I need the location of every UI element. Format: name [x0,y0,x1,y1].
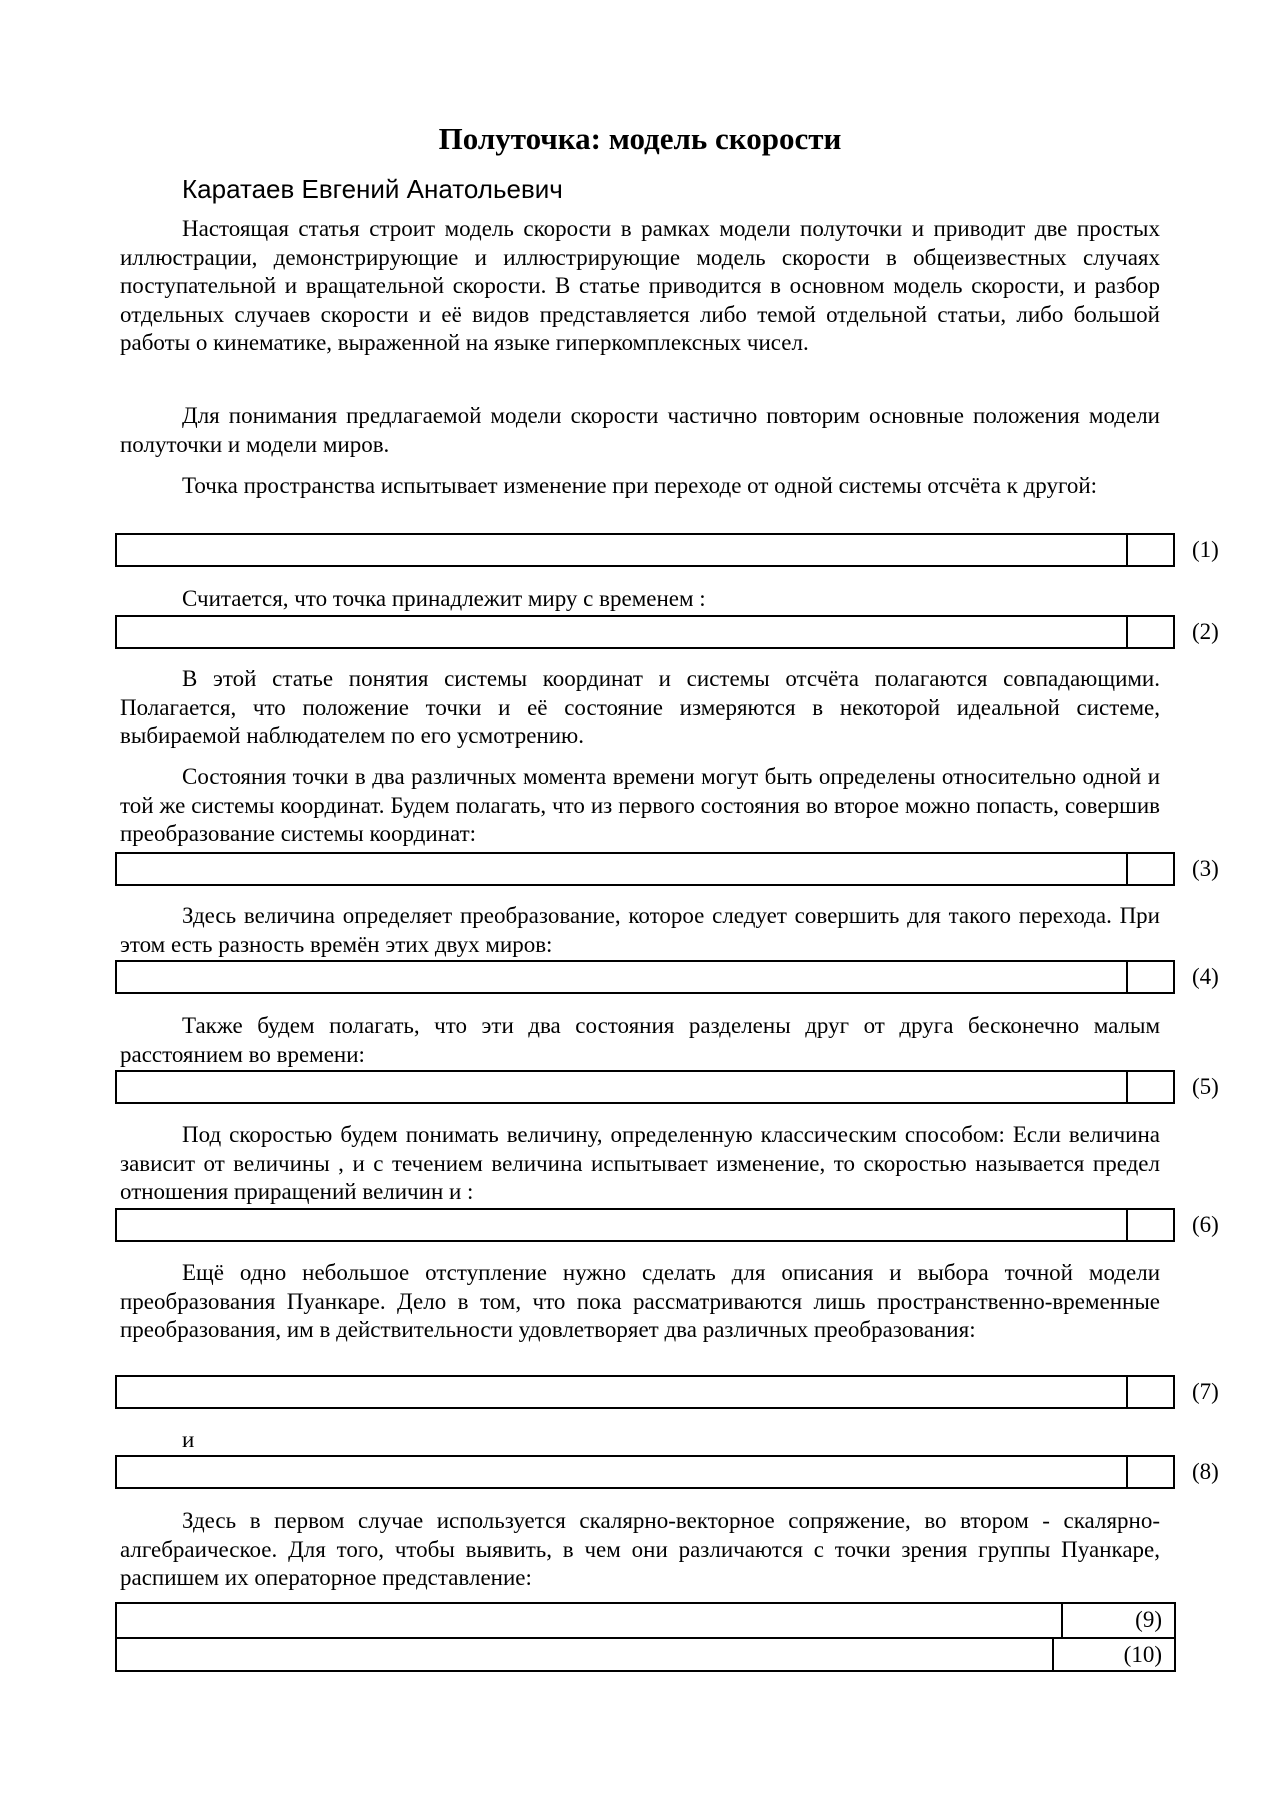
equation-number: (3) [1192,856,1219,881]
paragraph-conjugation: Здесь в первом случае используется скалярно-векторное сопряжение, во втором - скалярно-алгебраическое. Для того, чтобы выявить, в чем они различаются с точки зрения группы Пуанкаре, распишем их операторное представление: [120,1508,1160,1590]
paragraph-world-time: Считается, что точка принадлежит миру с временем : [182,586,706,611]
equation-number: (9) [1061,1604,1174,1637]
equation-number: (8) [1192,1459,1219,1484]
paragraph-coordinate-systems: В этой статье понятия системы координат и системы отсчёта полагаются совпадающими. Полагается, что положение точки и её состояние измеряются в некоторой идеальной системе, выбираемой наблюдателем по его усмотрению. [120,666,1160,748]
page-title: Полуточка: модель скорости [438,121,842,156]
equation-number: (5) [1192,1074,1219,1099]
equation-5 [115,1070,1225,1106]
equation-table-9-10 [115,1602,1176,1672]
paragraph-infinitesimal: Также будем полагать, что эти два состояния разделены друг от друга бесконечно малым расстоянием во времени: [120,1013,1160,1067]
equation-box [115,615,1175,649]
equation-number: (6) [1192,1212,1219,1237]
equation-box [115,1070,1175,1104]
equation-box [115,852,1175,886]
author-name: Каратаев Евгений Анатольевич [182,174,563,204]
equation-box [115,533,1175,567]
equation-4 [115,960,1225,996]
paragraph-intro: Для понимания предлагаемой модели скорости частично повторим основные положения модели полуточки и модели миров. [120,403,1160,457]
equation-3 [115,852,1225,888]
paragraph-states: Состояния точки в два различных момента времени могут быть определены относительно одной и той же системы координат. Будем полагать, что из первого состояния во второе можно попасть, совершив преобразование системы координат: [120,764,1160,846]
equation-2 [115,615,1225,651]
equation-7 [115,1375,1225,1411]
equation-10 [117,1637,1174,1670]
equation-number: (4) [1192,964,1219,989]
conjunction-text: и [182,1427,195,1452]
equation-9 [117,1604,1174,1637]
equation-number: (10) [1052,1639,1174,1670]
equation-number: (1) [1192,537,1219,562]
paragraph-velocity-definition: Под скоростью будем понимать величину, определенную классическим способом: Если величина зависит от величины , и с течением величина испытывает изменение, то скоростью называется предел отношения приращений величин и : [120,1122,1160,1204]
paragraph-point-change: Точка пространства испытывает изменение при переходе от одной системы отсчёта к другой: [182,473,1098,498]
paragraph-abstract: Настоящая статья строит модель скорости в рамках модели полуточки и приводит две простых иллюстрации, демонстрирующие и иллюстрирующие модель скорости в общеизвестных случаях поступательной и вращательной скорости. В статье приводится в основном модель скорости, и разбор отдельных случаев скорости и её видов представляется либо темой отдельной статьи, либо большой работы о кинематике, выраженной на языке гиперкомплексных чисел. [120,216,1160,355]
equation-8 [115,1455,1225,1491]
equation-box [115,1375,1175,1409]
equation-box [115,1455,1175,1489]
paragraph-transformation: Здесь величина определяет преобразование, которое следует совершить для такого перехода. При этом есть разность времён этих двух миров: [120,903,1160,957]
equation-number: (7) [1192,1379,1219,1404]
equation-box [115,1208,1175,1242]
equation-1 [115,533,1225,569]
equation-box [115,960,1175,994]
equation-number: (2) [1192,619,1219,644]
paragraph-poincare: Ещё одно небольшое отступление нужно сделать для описания и выбора точной модели преобразования Пуанкаре. Дело в том, что пока рассматриваются лишь пространственно-временные преобразования, им в действительности удовлетворяет два различных преобразования: [120,1260,1160,1342]
equation-6 [115,1208,1225,1244]
